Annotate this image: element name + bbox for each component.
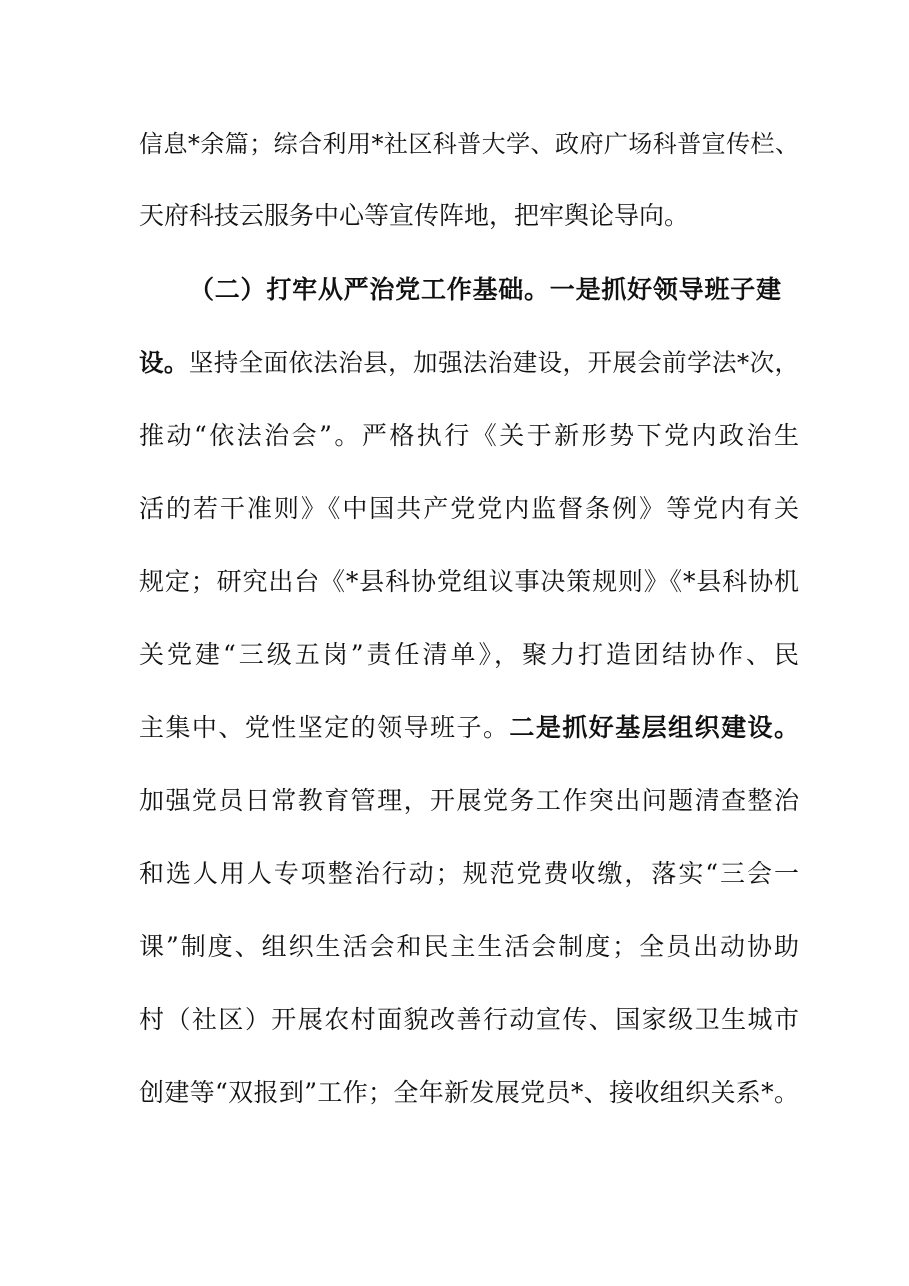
body-line — [139, 416, 799, 456]
body-line — [139, 635, 799, 675]
body-line — [139, 854, 799, 894]
body-line — [139, 927, 799, 967]
line-text: 天府科技云服务中心等宣传阵地，把牢舆论导向。 — [139, 201, 690, 230]
body-line — [139, 1073, 799, 1113]
body-line — [139, 489, 799, 529]
line-text: 课”制度、组织生活会和民主生活会制度；全员出动协助 — [139, 932, 799, 961]
line-text: 主集中、党性坚定的领导班子。 — [139, 713, 510, 742]
line-text: 坚持全面依法治县，加强法治建设，开展会前学法*次， — [188, 348, 799, 377]
body-line — [139, 562, 799, 602]
line-text: 创建等“双报到”工作；全年新发展党员*、接收组织关系*。 — [139, 1078, 799, 1107]
section-heading — [189, 270, 781, 310]
heading-text: （二）打牢从严治党工作基础。一是抓好领导班子建 — [189, 275, 781, 304]
line-text: 关党建“三级五岗”责任清单》，聚力打造团结协作、民 — [139, 640, 799, 669]
line-text: 加强党员日常教育管理，开展党务工作突出问题清查整治 — [139, 786, 799, 815]
subheading-text: 设。 — [139, 348, 189, 377]
body-line — [139, 708, 799, 748]
line-text: 信息*余篇；综合利用*社区科普大学、政府广场科普宣传栏、 — [139, 130, 799, 158]
body-line — [139, 1000, 799, 1040]
line-text: 村（社区）开展农村面貌改善行动宣传、国家级卫生城市 — [139, 1005, 799, 1034]
body-line — [139, 343, 799, 383]
line-text: 活的若干准则》《中国共产党党内监督条例》等党内有关 — [139, 494, 799, 523]
line-text: 规定；研究出台《*县科协党组议事决策规则》《*县科协机 — [139, 567, 799, 596]
body-line — [139, 781, 799, 821]
line-text: 和选人用人专项整治行动；规范党费收缴，落实“三会一 — [139, 859, 799, 888]
subheading-text: 二是抓好基层组织建设。 — [509, 713, 799, 742]
body-line — [139, 124, 799, 164]
body-line — [139, 196, 799, 236]
line-text: 推动“依法治会”。严格执行《关于新形势下党内政治生 — [139, 421, 799, 450]
